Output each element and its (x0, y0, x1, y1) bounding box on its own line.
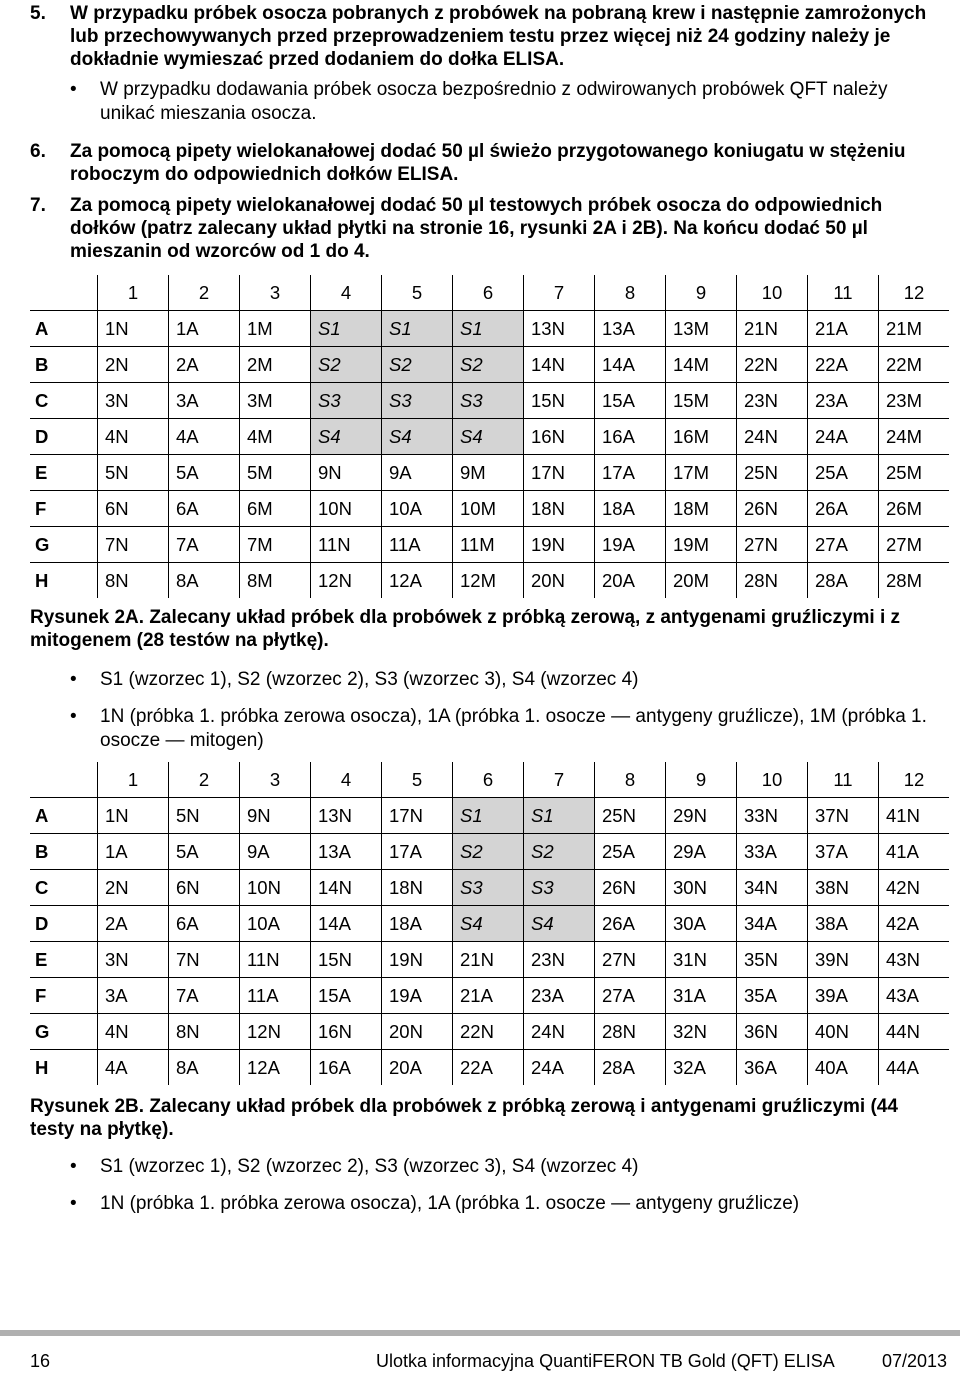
sample-well-cell: 33A (737, 834, 808, 870)
sample-well-cell: 6N (98, 491, 169, 527)
sample-well-cell: 26N (737, 491, 808, 527)
table-row (30, 455, 949, 491)
standard-well-cell: S3 (382, 383, 453, 419)
sample-well-cell: 43A (879, 978, 950, 1014)
sample-well-cell: 5A (169, 834, 240, 870)
sample-well-cell: 32N (666, 1014, 737, 1050)
sample-well-cell: 31N (666, 942, 737, 978)
sample-well-cell: 8N (98, 563, 169, 599)
sample-well-cell: 40A (808, 1050, 879, 1086)
sample-well-cell: 14N (311, 870, 382, 906)
sample-well-cell: 20M (666, 563, 737, 599)
standard-well-cell: S4 (382, 419, 453, 455)
step-5 (30, 2, 940, 71)
sample-well-cell: 37N (808, 798, 879, 834)
sample-well-cell: 27A (595, 978, 666, 1014)
standard-well-cell: S4 (524, 906, 595, 942)
sample-well-cell: 7N (98, 527, 169, 563)
step-5-text: W przypadku próbek osocza pobranych z probówek na pobraną krew i następnie zamrożonych lub przechowywanych przed przeprowadzeniem testu przez więcej niż 24 godziny należy je dokładnie wymieszać przed dodaniem do dołka ELISA. (70, 3, 927, 70)
sample-well-cell: 34N (737, 870, 808, 906)
table-header-row (30, 762, 949, 798)
sample-well-cell: 3N (98, 383, 169, 419)
sample-well-cell: 20N (382, 1014, 453, 1050)
sample-well-cell: 2M (240, 347, 311, 383)
sample-well-cell: 28A (808, 563, 879, 599)
table-row (30, 906, 949, 942)
sample-well-cell: 26N (595, 870, 666, 906)
sample-well-cell: 25N (737, 455, 808, 491)
sample-well-cell: 9M (453, 455, 524, 491)
sample-well-cell: 6M (240, 491, 311, 527)
sample-well-cell: 10A (240, 906, 311, 942)
sample-well-cell: 16N (524, 419, 595, 455)
column-header: 12 (879, 762, 950, 798)
sample-well-cell: 23N (737, 383, 808, 419)
sample-well-cell: 41N (879, 798, 950, 834)
sample-well-cell: 2A (169, 347, 240, 383)
sample-well-cell: 15N (311, 942, 382, 978)
column-header: 5 (382, 762, 453, 798)
standard-well-cell: S1 (524, 798, 595, 834)
sample-well-cell: 21A (453, 978, 524, 1014)
sample-well-cell: 7A (169, 527, 240, 563)
sample-well-cell: 26A (808, 491, 879, 527)
sample-well-cell: 40N (808, 1014, 879, 1050)
row-header: C (30, 383, 98, 419)
legend-2b-item-2 (70, 1192, 930, 1216)
table-row (30, 1014, 949, 1050)
standard-well-cell: S1 (453, 798, 524, 834)
sample-well-cell: 24M (879, 419, 950, 455)
column-header: 2 (169, 762, 240, 798)
standard-well-cell: S3 (524, 870, 595, 906)
row-header: E (30, 455, 98, 491)
sample-well-cell: 5M (240, 455, 311, 491)
sample-well-cell: 22A (453, 1050, 524, 1086)
sample-well-cell: 14A (595, 347, 666, 383)
sample-well-cell: 23A (808, 383, 879, 419)
standard-well-cell: S1 (311, 311, 382, 347)
sample-well-cell: 13A (595, 311, 666, 347)
step-5-note-text: W przypadku dodawania próbek osocza bezpośrednio z odwirowanych probówek QFT należy unikać mieszania osocza. (100, 79, 888, 124)
sample-well-cell: 13N (524, 311, 595, 347)
sample-well-cell: 18N (382, 870, 453, 906)
sample-well-cell: 5N (169, 798, 240, 834)
sample-well-cell: 41A (879, 834, 950, 870)
page-number: 16 (30, 1351, 51, 1371)
sample-well-cell: 4N (98, 1014, 169, 1050)
row-header: D (30, 906, 98, 942)
standard-well-cell: S2 (453, 347, 524, 383)
sample-well-cell: 17N (524, 455, 595, 491)
sample-well-cell: 20A (595, 563, 666, 599)
column-header: 5 (382, 275, 453, 311)
row-header: G (30, 527, 98, 563)
row-header: B (30, 834, 98, 870)
column-header: 1 (98, 762, 169, 798)
row-header: A (30, 798, 98, 834)
sample-well-cell: 21A (808, 311, 879, 347)
step-6-text: Za pomocą pipety wielokanałowej dodać 50 µl świeżo przygotowanego koniugatu w stężeniu roboczym do odpowiednich dołków ELISA. (70, 141, 906, 185)
sample-well-cell: 3A (169, 383, 240, 419)
column-header: 4 (311, 762, 382, 798)
column-header: 8 (595, 762, 666, 798)
row-header: A (30, 311, 98, 347)
sample-well-cell: 8A (169, 563, 240, 599)
sample-well-cell: 31A (666, 978, 737, 1014)
sample-well-cell: 8A (169, 1050, 240, 1086)
sample-well-cell: 37A (808, 834, 879, 870)
sample-well-cell: 18N (524, 491, 595, 527)
table-row (30, 419, 949, 455)
plate-layout-table-2b (30, 762, 949, 1085)
sample-well-cell: 12N (240, 1014, 311, 1050)
sample-well-cell: 18M (666, 491, 737, 527)
caption-2a: Rysunek 2A. Zalecany układ próbek dla probówek z próbką zerową, z antygenami gruźliczymi i z mitogenem (28 testów na płytkę). (30, 607, 901, 651)
sample-well-cell: 24A (808, 419, 879, 455)
column-header: 6 (453, 762, 524, 798)
sample-well-cell: 14A (311, 906, 382, 942)
sample-well-cell: 25M (879, 455, 950, 491)
sample-well-cell: 15A (595, 383, 666, 419)
standard-well-cell: S3 (453, 383, 524, 419)
sample-well-cell: 14N (524, 347, 595, 383)
table-row (30, 834, 949, 870)
sample-well-cell: 4N (98, 419, 169, 455)
row-header: D (30, 419, 98, 455)
row-header: B (30, 347, 98, 383)
row-header: G (30, 1014, 98, 1050)
sample-well-cell: 42N (879, 870, 950, 906)
sample-well-cell: 15M (666, 383, 737, 419)
column-header: 12 (879, 275, 950, 311)
sample-well-cell: 39A (808, 978, 879, 1014)
sample-well-cell: 35N (737, 942, 808, 978)
sample-well-cell: 11M (453, 527, 524, 563)
standard-well-cell: S2 (311, 347, 382, 383)
row-header: H (30, 563, 98, 599)
sample-well-cell: 1A (98, 834, 169, 870)
sample-well-cell: 28N (595, 1014, 666, 1050)
sample-well-cell: 27N (595, 942, 666, 978)
legend-2b-item-1 (70, 1155, 930, 1179)
sample-well-cell: 28N (737, 563, 808, 599)
sample-well-cell: 4A (169, 419, 240, 455)
legend-text: 1N (próbka 1. próbka zerowa osocza), 1A (próbka 1. osocze — antygeny gruźlicze), 1M (próbka 1. osocze — mitogen) (100, 706, 927, 751)
column-header: 10 (737, 275, 808, 311)
sample-well-cell: 29N (666, 798, 737, 834)
bullet-icon: • (70, 669, 77, 690)
document-title: Ulotka informacyjna QuantiFERON TB Gold (QFT) ELISA (376, 1351, 835, 1371)
sample-well-cell: 38A (808, 906, 879, 942)
sample-well-cell: 22N (453, 1014, 524, 1050)
sample-well-cell: 6A (169, 906, 240, 942)
sample-well-cell: 6A (169, 491, 240, 527)
legend-2a-item-1 (70, 668, 930, 692)
sample-well-cell: 12M (453, 563, 524, 599)
sample-well-cell: 4A (98, 1050, 169, 1086)
sample-well-cell: 1N (98, 311, 169, 347)
sample-well-cell: 3A (98, 978, 169, 1014)
column-header: 11 (808, 275, 879, 311)
footer-rule (0, 1330, 960, 1336)
sample-well-cell: 22N (737, 347, 808, 383)
table-corner-cell (30, 275, 98, 311)
sample-well-cell: 21N (737, 311, 808, 347)
sample-well-cell: 36N (737, 1014, 808, 1050)
sample-well-cell: 38N (808, 870, 879, 906)
table-row (30, 527, 949, 563)
sample-well-cell: 44N (879, 1014, 950, 1050)
sample-well-cell: 5N (98, 455, 169, 491)
table-row (30, 798, 949, 834)
sample-well-cell: 27M (879, 527, 950, 563)
sample-well-cell: 17M (666, 455, 737, 491)
bullet-icon: • (70, 79, 77, 100)
sample-well-cell: 26M (879, 491, 950, 527)
sample-well-cell: 3M (240, 383, 311, 419)
sample-well-cell: 13M (666, 311, 737, 347)
sample-well-cell: 26A (595, 906, 666, 942)
sample-well-cell: 15N (524, 383, 595, 419)
sample-well-cell: 17N (382, 798, 453, 834)
sample-well-cell: 16A (311, 1050, 382, 1086)
sample-well-cell: 36A (737, 1050, 808, 1086)
sample-well-cell: 23A (524, 978, 595, 1014)
sample-well-cell: 28M (879, 563, 950, 599)
sample-well-cell: 22A (808, 347, 879, 383)
table-row (30, 347, 949, 383)
sample-well-cell: 27A (808, 527, 879, 563)
sample-well-cell: 16M (666, 419, 737, 455)
sample-well-cell: 20A (382, 1050, 453, 1086)
sample-well-cell: 12A (240, 1050, 311, 1086)
step-7-text: Za pomocą pipety wielokanałowej dodać 50 µl testowych próbek osocza do odpowiednich dołków (patrz zalecany układ płytki na stronie 16, rysunki 2A i 2B). Na końcu dodać 50 µl mieszanin od wzorców od 1 do 4. (70, 195, 883, 262)
row-header: C (30, 870, 98, 906)
sample-well-cell: 33N (737, 798, 808, 834)
sample-well-cell: 19A (382, 978, 453, 1014)
step-6 (30, 140, 940, 186)
column-header: 7 (524, 275, 595, 311)
sample-well-cell: 13N (311, 798, 382, 834)
sample-well-cell: 28A (595, 1050, 666, 1086)
standard-well-cell: S1 (382, 311, 453, 347)
legend-2a-item-2 (70, 705, 930, 753)
sample-well-cell: 7M (240, 527, 311, 563)
sample-well-cell: 8N (169, 1014, 240, 1050)
bullet-icon: • (70, 1156, 77, 1177)
sample-well-cell: 10M (453, 491, 524, 527)
step-5-number: 5. (30, 3, 46, 24)
standard-well-cell: S4 (453, 906, 524, 942)
step-7-number: 7. (30, 195, 46, 216)
sample-well-cell: 18A (595, 491, 666, 527)
sample-well-cell: 9N (240, 798, 311, 834)
sample-well-cell: 9A (382, 455, 453, 491)
table-header-row (30, 275, 949, 311)
standard-well-cell: S3 (453, 870, 524, 906)
caption-2b: Rysunek 2B. Zalecany układ próbek dla probówek z próbką zerową i antygenami gruźliczymi (44 testy na płytkę). (30, 1096, 898, 1140)
sample-well-cell: 19A (595, 527, 666, 563)
sample-well-cell: 27N (737, 527, 808, 563)
step-5-note (70, 78, 930, 126)
column-header: 3 (240, 762, 311, 798)
row-header: F (30, 978, 98, 1014)
column-header: 7 (524, 762, 595, 798)
plate-layout-table-2a (30, 275, 949, 598)
sample-well-cell: 34A (737, 906, 808, 942)
table-row (30, 1050, 949, 1086)
sample-well-cell: 20N (524, 563, 595, 599)
sample-well-cell: 12A (382, 563, 453, 599)
sample-well-cell: 22M (879, 347, 950, 383)
sample-well-cell: 43N (879, 942, 950, 978)
column-header: 11 (808, 762, 879, 798)
sample-well-cell: 21N (453, 942, 524, 978)
sample-well-cell: 13A (311, 834, 382, 870)
sample-well-cell: 11N (311, 527, 382, 563)
sample-well-cell: 5A (169, 455, 240, 491)
sample-well-cell: 21M (879, 311, 950, 347)
sample-well-cell: 2N (98, 347, 169, 383)
sample-well-cell: 9A (240, 834, 311, 870)
sample-well-cell: 1A (169, 311, 240, 347)
column-header: 1 (98, 275, 169, 311)
column-header: 10 (737, 762, 808, 798)
sample-well-cell: 1M (240, 311, 311, 347)
table-row (30, 942, 949, 978)
column-header: 4 (311, 275, 382, 311)
sample-well-cell: 29A (666, 834, 737, 870)
sample-well-cell: 39N (808, 942, 879, 978)
table-row (30, 311, 949, 347)
row-header: E (30, 942, 98, 978)
sample-well-cell: 7N (169, 942, 240, 978)
table-row (30, 491, 949, 527)
row-header: H (30, 1050, 98, 1086)
column-header: 8 (595, 275, 666, 311)
sample-well-cell: 9N (311, 455, 382, 491)
table-row (30, 978, 949, 1014)
sample-well-cell: 30N (666, 870, 737, 906)
step-6-number: 6. (30, 141, 46, 162)
sample-well-cell: 16A (595, 419, 666, 455)
sample-well-cell: 23N (524, 942, 595, 978)
table-row (30, 870, 949, 906)
standard-well-cell: S4 (311, 419, 382, 455)
sample-well-cell: 12N (311, 563, 382, 599)
sample-well-cell: 10N (240, 870, 311, 906)
sample-well-cell: 7A (169, 978, 240, 1014)
sample-well-cell: 10N (311, 491, 382, 527)
sample-well-cell: 30A (666, 906, 737, 942)
column-header: 3 (240, 275, 311, 311)
row-header: F (30, 491, 98, 527)
sample-well-cell: 17A (595, 455, 666, 491)
sample-well-cell: 42A (879, 906, 950, 942)
sample-well-cell: 19N (382, 942, 453, 978)
sample-well-cell: 15A (311, 978, 382, 1014)
sample-well-cell: 19N (524, 527, 595, 563)
sample-well-cell: 44A (879, 1050, 950, 1086)
legend-text: 1N (próbka 1. próbka zerowa osocza), 1A (próbka 1. osocze — antygeny gruźlicze) (100, 1193, 800, 1214)
column-header: 9 (666, 762, 737, 798)
table-corner-cell (30, 762, 98, 798)
bullet-icon: • (70, 706, 77, 727)
legend-text: S1 (wzorzec 1), S2 (wzorzec 2), S3 (wzorzec 3), S4 (wzorzec 4) (100, 669, 639, 690)
column-header: 6 (453, 275, 524, 311)
sample-well-cell: 10A (382, 491, 453, 527)
sample-well-cell: 4M (240, 419, 311, 455)
sample-well-cell: 32A (666, 1050, 737, 1086)
legend-text: S1 (wzorzec 1), S2 (wzorzec 2), S3 (wzorzec 3), S4 (wzorzec 4) (100, 1156, 639, 1177)
sample-well-cell: 2N (98, 870, 169, 906)
sample-well-cell: 11A (240, 978, 311, 1014)
column-header: 2 (169, 275, 240, 311)
sample-well-cell: 25A (595, 834, 666, 870)
document-date: 07/2013 (882, 1351, 948, 1371)
sample-well-cell: 25A (808, 455, 879, 491)
step-7 (30, 194, 940, 263)
sample-well-cell: 23M (879, 383, 950, 419)
sample-well-cell: 2A (98, 906, 169, 942)
table-row (30, 383, 949, 419)
standard-well-cell: S4 (453, 419, 524, 455)
sample-well-cell: 19M (666, 527, 737, 563)
standard-well-cell: S2 (382, 347, 453, 383)
sample-well-cell: 6N (169, 870, 240, 906)
sample-well-cell: 1N (98, 798, 169, 834)
sample-well-cell: 14M (666, 347, 737, 383)
sample-well-cell: 11A (382, 527, 453, 563)
sample-well-cell: 17A (382, 834, 453, 870)
standard-well-cell: S1 (453, 311, 524, 347)
standard-well-cell: S3 (311, 383, 382, 419)
sample-well-cell: 24N (524, 1014, 595, 1050)
column-header: 9 (666, 275, 737, 311)
standard-well-cell: S2 (453, 834, 524, 870)
sample-well-cell: 24A (524, 1050, 595, 1086)
sample-well-cell: 35A (737, 978, 808, 1014)
sample-well-cell: 3N (98, 942, 169, 978)
sample-well-cell: 8M (240, 563, 311, 599)
sample-well-cell: 11N (240, 942, 311, 978)
sample-well-cell: 16N (311, 1014, 382, 1050)
bullet-icon: • (70, 1193, 77, 1214)
sample-well-cell: 24N (737, 419, 808, 455)
sample-well-cell: 18A (382, 906, 453, 942)
sample-well-cell: 25N (595, 798, 666, 834)
standard-well-cell: S2 (524, 834, 595, 870)
table-row (30, 563, 949, 599)
